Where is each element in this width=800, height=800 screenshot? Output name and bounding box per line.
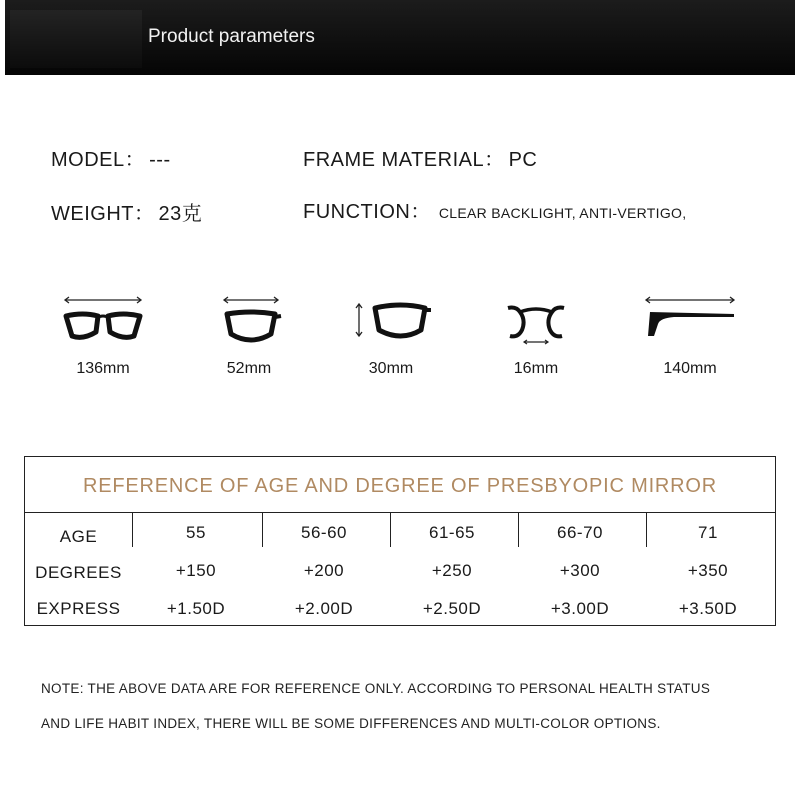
row-header: AGE	[59, 527, 98, 546]
weight-label: WEIGHT：	[51, 203, 155, 225]
frame-material-label: FRAME MATERIAL：	[303, 149, 505, 171]
lens-width-icon	[189, 290, 309, 350]
table-cell: 61-65	[429, 523, 475, 542]
table-cell: +2.00D	[294, 599, 354, 618]
table-cell: +300	[559, 561, 601, 580]
reference-table	[24, 456, 776, 626]
header-tab	[10, 10, 142, 68]
lens-width-label: 52mm	[226, 360, 272, 377]
table-cell: +350	[687, 561, 729, 580]
weight-param	[51, 197, 202, 226]
function-label: FUNCTION：	[303, 201, 431, 223]
header-bar	[5, 0, 795, 75]
table-row-express	[25, 599, 775, 619]
table-cell: +1.50D	[166, 599, 226, 618]
table-cell: +3.50D	[678, 599, 738, 618]
table-row-degrees	[25, 561, 775, 583]
note-line-1: NOTE: THE ABOVE DATA ARE FOR REFERENCE ONLY. ACCORDING TO PERSONAL HEALTH STATUS	[41, 681, 711, 696]
header-title: Product parameters	[148, 26, 315, 47]
row-header: EXPRESS	[36, 599, 121, 618]
frame-material-value: PC	[508, 149, 538, 171]
table-row-age	[25, 523, 775, 547]
table-cell: +2.50D	[422, 599, 482, 618]
model-param	[51, 143, 171, 172]
frame-material-param	[303, 143, 537, 172]
bridge-width-icon	[476, 290, 596, 350]
table-cell: 56-60	[301, 523, 347, 542]
table-cell: +150	[175, 561, 217, 580]
temple-length-icon	[630, 290, 750, 350]
row-header: DEGREES	[35, 563, 122, 582]
table-cell: 71	[698, 523, 718, 542]
table-cell: +3.00D	[550, 599, 610, 618]
lens-height-label: 30mm	[368, 360, 414, 377]
frame-width-icon	[43, 290, 163, 350]
function-param	[303, 195, 686, 224]
note-line-2: AND LIFE HABIT INDEX, THERE WILL BE SOME DIFFERENCES AND MULTI-COLOR OPTIONS.	[41, 716, 661, 731]
weight-value: 23克	[158, 203, 203, 225]
table-cell: 66-70	[557, 523, 603, 542]
function-value: CLEAR BACKLIGHT, ANTI-VERTIGO,	[438, 205, 687, 221]
model-label: MODEL：	[51, 149, 146, 171]
frame-width-label: 136mm	[76, 360, 130, 377]
table-cell: +200	[303, 561, 345, 580]
model-value: ---	[149, 149, 171, 171]
bridge-width-label: 16mm	[513, 360, 559, 377]
lens-height-icon	[331, 290, 451, 350]
table-title: REFERENCE OF AGE AND DEGREE OF PRESBYOPIC MIRROR	[25, 457, 775, 513]
temple-length-label: 140mm	[663, 360, 717, 377]
table-cell: 55	[186, 523, 206, 542]
table-cell: +250	[431, 561, 473, 580]
